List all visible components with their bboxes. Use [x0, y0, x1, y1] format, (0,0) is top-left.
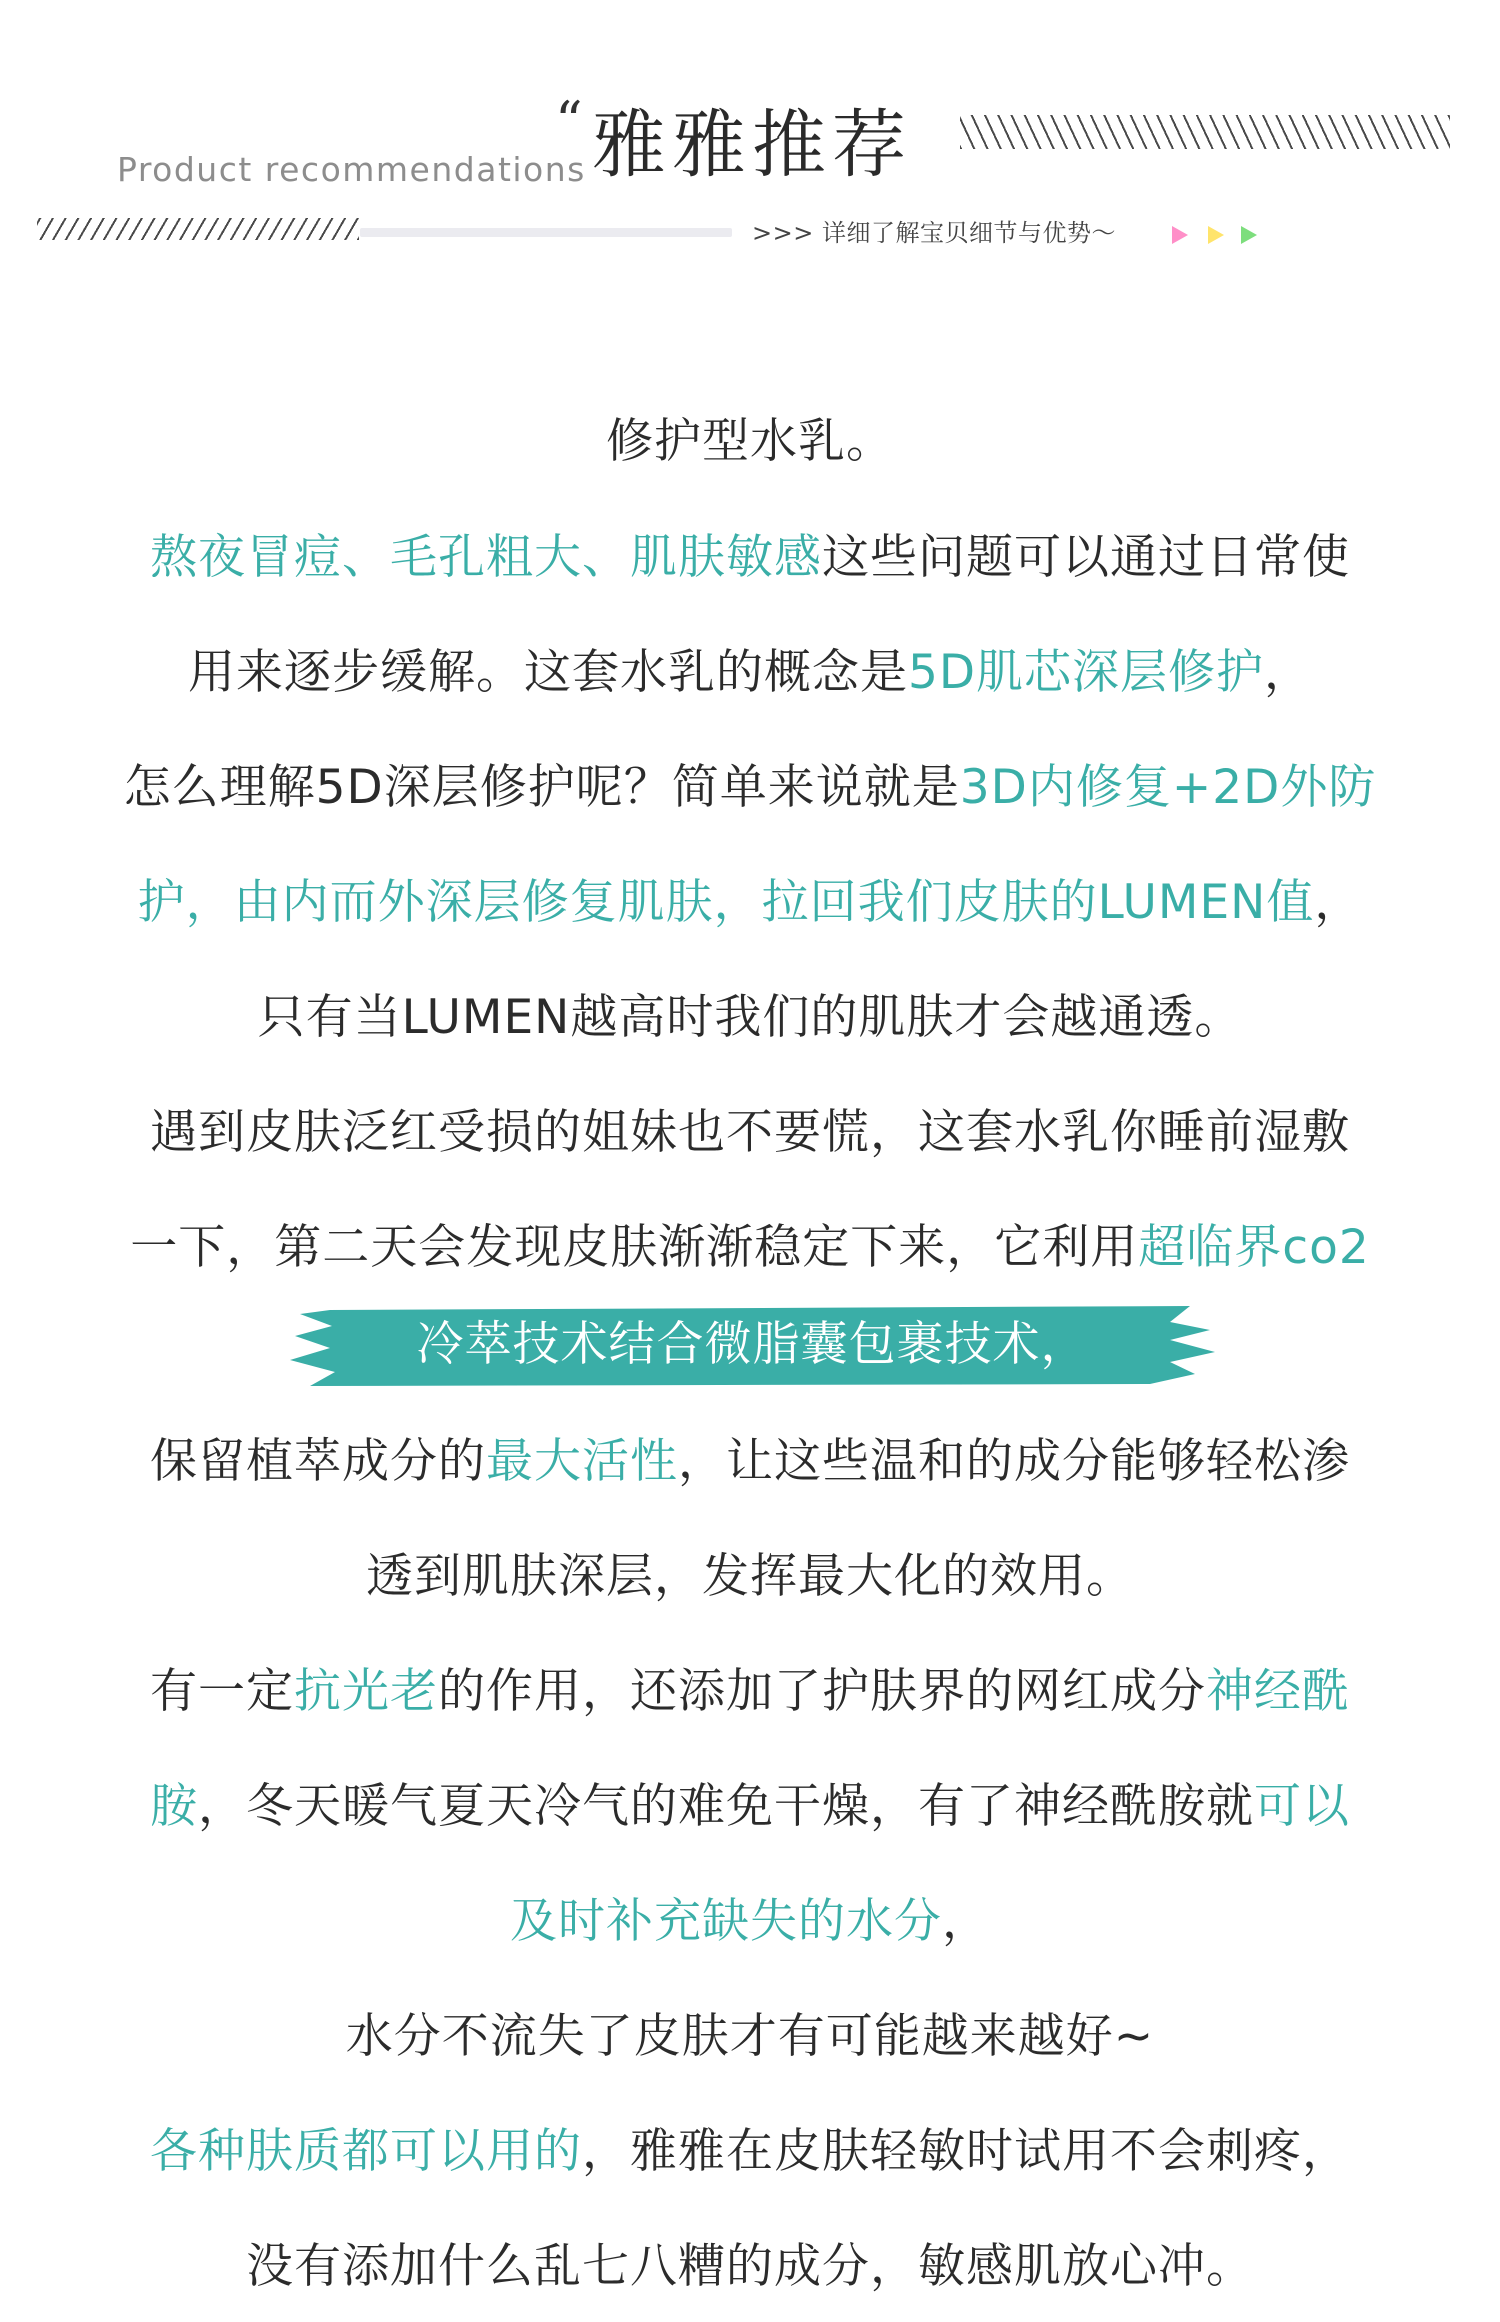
- text: 用来逐步缓解。这套水乳的概念是: [187, 645, 908, 700]
- highlight-text: 胺: [150, 1779, 198, 1834]
- decorative-slashes-left: [37, 218, 359, 240]
- text: ，: [942, 1894, 990, 1949]
- text: 怎么理解5D深层修护呢？简单来说就是: [123, 760, 960, 815]
- highlight-banner: [290, 1300, 1215, 1390]
- highlight-text: 5D肌芯深层修护: [907, 645, 1265, 700]
- green-triangle-icon: [1241, 226, 1257, 244]
- text: 遇到皮肤泛红受损的姐妹也不要慌，这套水乳你睡前湿敷: [150, 1105, 1350, 1160]
- highlight-text: 抗光老: [294, 1664, 438, 1719]
- highlight-text: 熬夜冒痘、毛孔粗大、肌肤敏感: [150, 530, 822, 585]
- highlight-text: 最大活性: [486, 1434, 678, 1489]
- text-line-10: [0, 1547, 1500, 1607]
- text-line-1: [0, 412, 1500, 472]
- text-line-5: [0, 873, 1500, 933]
- text: 这些问题可以通过日常使: [822, 530, 1350, 585]
- text: 有一定: [150, 1664, 294, 1719]
- text-line-11: [0, 1662, 1500, 1722]
- highlight-text: 可以: [1254, 1779, 1350, 1834]
- text-line-8: [0, 1218, 1500, 1278]
- text-line-7: [0, 1103, 1500, 1163]
- section-tagline: >>> 详细了解宝贝细节与优势～: [752, 219, 1116, 247]
- decorative-bar: [360, 228, 732, 237]
- text: 水分不流失了皮肤才有可能越来越好~: [345, 2009, 1155, 2064]
- banner-text: 冷萃技术结合微脂囊包裹技术，: [416, 1317, 1089, 1372]
- text-line-15: [0, 2122, 1500, 2182]
- section-subtitle-en: Product recommendations: [117, 150, 586, 189]
- text-line-6: [0, 988, 1500, 1048]
- text: 透到肌肤深层，发挥最大化的效用。: [366, 1549, 1134, 1604]
- text-line-14: [0, 2007, 1500, 2067]
- highlight-text: 及时补充缺失的水分: [510, 1894, 942, 1949]
- text: 保留植萃成分的: [150, 1434, 486, 1489]
- text: 没有添加什么乱七八糟的成分，敏感肌放心冲。: [246, 2239, 1254, 2294]
- section-header: [0, 0, 1500, 260]
- yellow-triangle-icon: [1208, 226, 1224, 244]
- text-line-2: [0, 528, 1500, 588]
- text-line-4: [0, 758, 1500, 818]
- text-line-13: [0, 1892, 1500, 1952]
- text: 的作用，还添加了护肤界的网红成分: [438, 1664, 1206, 1719]
- text-line-9: [0, 1432, 1500, 1492]
- decorative-slashes-right: [960, 115, 1450, 149]
- text-line-16: [0, 2237, 1500, 2297]
- highlight-text: 超临界co2: [1138, 1220, 1370, 1275]
- text-line-3: [0, 643, 1500, 703]
- text: ，雅雅在皮肤轻敏时试用不会刺疼，: [582, 2124, 1350, 2179]
- text: ，让这些温和的成分能够轻松渗: [678, 1434, 1350, 1489]
- highlight-text: 神经酰: [1206, 1664, 1350, 1719]
- text: 修护型水乳。: [606, 414, 894, 469]
- text: ，冬天暖气夏天冷气的难免干燥，有了神经酰胺就: [198, 1779, 1254, 1834]
- text: ，: [1264, 645, 1313, 700]
- text: 只有当LUMEN越高时我们的肌肤才会越通透。: [257, 990, 1243, 1045]
- text: ，: [1314, 875, 1363, 930]
- highlight-text: 3D内修复+2D外防: [959, 760, 1377, 815]
- highlight-text: 各种肤质都可以用的: [150, 2124, 582, 2179]
- section-title: 雅雅推荐: [592, 102, 912, 188]
- quote-mark: “: [555, 90, 583, 153]
- text-line-12: [0, 1777, 1500, 1837]
- highlight-text: 护，由内而外深层修复肌肤，拉回我们皮肤的LUMEN值: [137, 875, 1315, 930]
- text: 一下，第二天会发现皮肤渐渐稳定下来，它利用: [130, 1220, 1139, 1275]
- pink-triangle-icon: [1172, 226, 1188, 244]
